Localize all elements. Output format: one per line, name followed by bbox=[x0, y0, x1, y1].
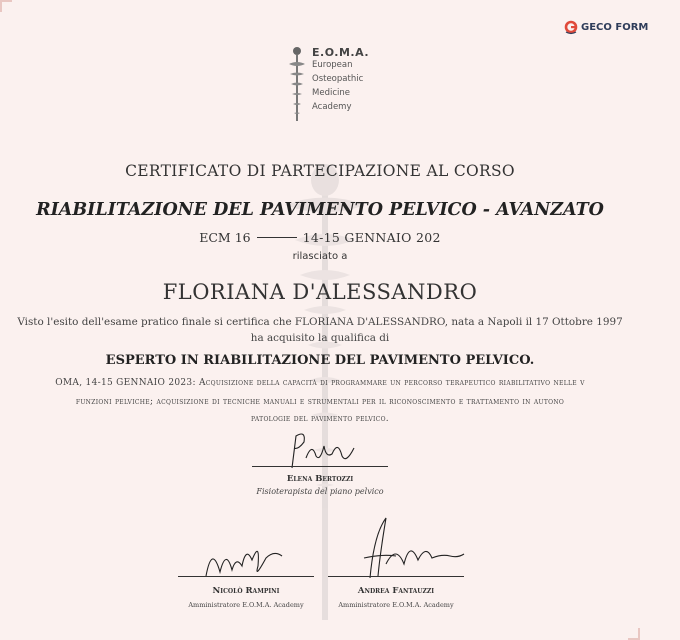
corner-decoration bbox=[638, 628, 640, 640]
spine-logo-icon bbox=[286, 46, 308, 122]
qualification: ESPERTO IN RIABILITAZIONE DEL PAVIMENTO PELVICO. bbox=[105, 353, 535, 368]
signer-name: Andrea Fantauzzi bbox=[357, 586, 435, 596]
signer-role: Amministratore E.O.M.A. Academy bbox=[338, 601, 454, 609]
ecm-line bbox=[0, 230, 640, 245]
logo-line: Medicine bbox=[312, 88, 350, 98]
recipient-name: FLORIANA D'ALESSANDRO bbox=[162, 280, 478, 304]
signer-name: Nicolò Rampini bbox=[212, 586, 280, 596]
logo-title: E.O.M.A. bbox=[312, 46, 370, 59]
signer-role: Amministratore E.O.M.A. Academy bbox=[188, 601, 304, 609]
certification-text: Visto l'esito dell'esame pratico finale si certifica che FLORIANA D'ALESSANDRO, nata a Napoli il 17 Ottobre 1997 bbox=[17, 316, 623, 328]
geco-name: GECO FORM bbox=[581, 21, 649, 33]
signature-line bbox=[252, 466, 388, 467]
corner-decoration bbox=[0, 0, 2, 12]
signature-fantauzzi bbox=[356, 514, 468, 582]
logo-line: Academy bbox=[312, 102, 352, 112]
signature-line bbox=[328, 576, 464, 577]
signature-line bbox=[178, 576, 314, 577]
released-to: rilasciato a bbox=[292, 251, 348, 262]
certificate-title: CERTIFICATO DI PARTECIPAZIONE AL CORSO bbox=[125, 162, 515, 180]
eoma-logo bbox=[286, 44, 396, 124]
geco-icon bbox=[564, 20, 578, 34]
description-line: OMA, 14-15 GENNAIO 2023: Acquisizione della capacità di programmare un percorso terapeutico riabilitativo nelle v bbox=[55, 378, 585, 388]
signer-role: Fisioterapista del piano pelvico bbox=[256, 487, 384, 496]
logo-line: European bbox=[312, 60, 353, 70]
description-line: funzioni pelviche; acquisizione di tecniche manuali e strumentali per il riconoscimento e trattamento in autono bbox=[75, 397, 565, 407]
ecm-credits: ECM 16 bbox=[199, 230, 251, 245]
geco-logo bbox=[564, 20, 648, 34]
course-name: RIABILITAZIONE DEL PAVIMENTO PELVICO - AVANZATO bbox=[36, 200, 604, 220]
signer-name: Elena Bertozzi bbox=[286, 474, 354, 484]
divider bbox=[257, 237, 297, 238]
qualification-intro: ha acquisito la qualifica di bbox=[250, 332, 390, 344]
description-line: patologie del pavimento pelvico. bbox=[251, 414, 389, 424]
logo-line: Osteopathic bbox=[312, 74, 364, 84]
course-dates: 14-15 GENNAIO 202 bbox=[302, 230, 441, 245]
